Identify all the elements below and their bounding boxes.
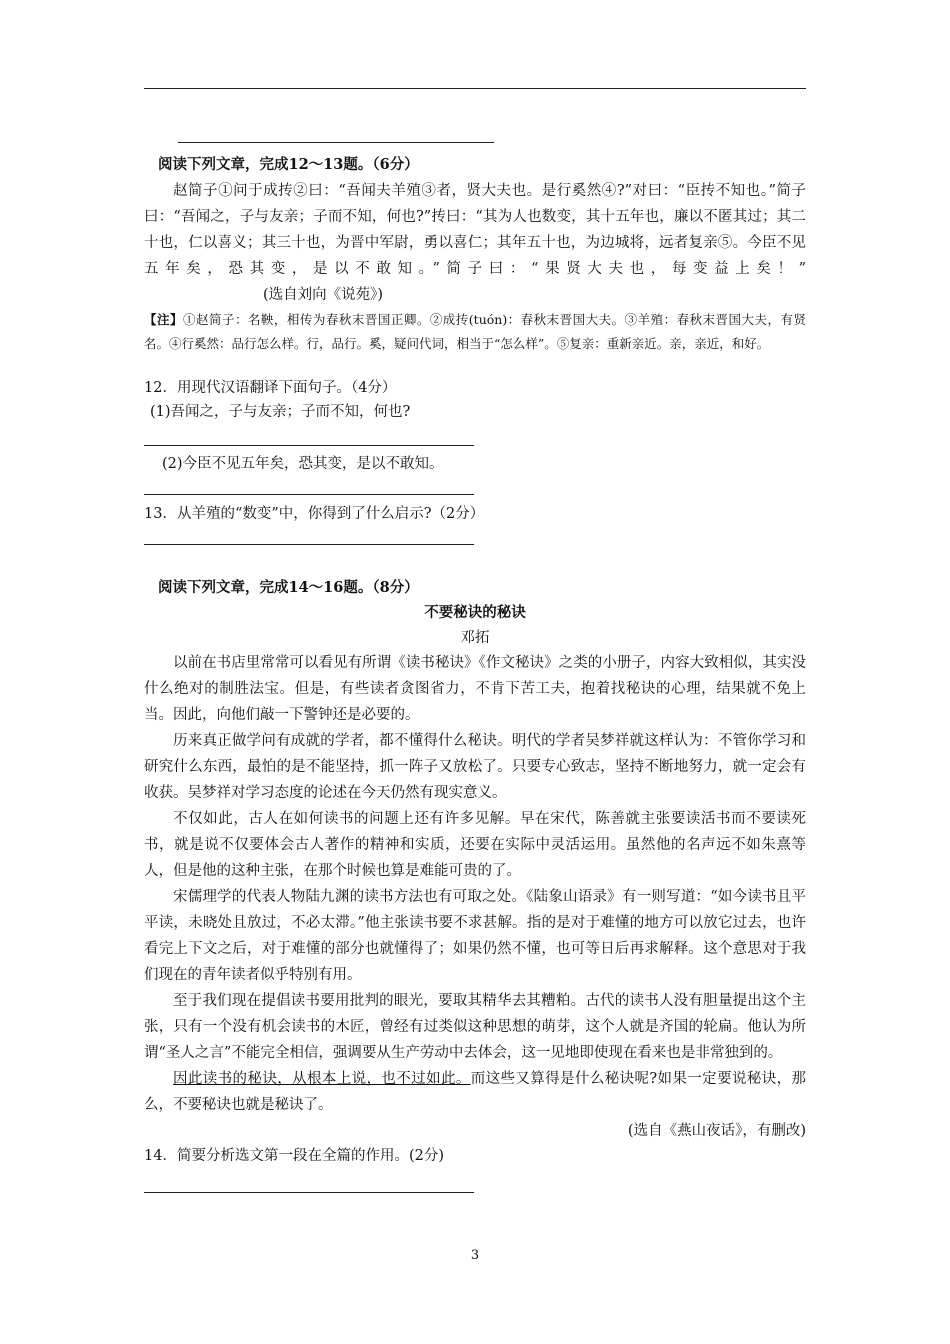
header-rule	[144, 88, 806, 89]
answer-line-13[interactable]	[144, 544, 474, 545]
question-12-item-2: (2)今臣不见五年矣，恐其变，是以不敢知。	[162, 456, 444, 472]
article-paragraph-3: 不仅如此，古人在如何读书的问题上还有许多见解。早在宋代，陈善就主张要读活书而不要读死书，就是说不仅要体会古人著作的精神和实质，还要在实际中灵活运用。虽然他的名声远不如朱熹等人，但是他的这种主张，在那个时候也算是难能可贵的了。	[144, 811, 806, 879]
answer-line	[178, 142, 494, 143]
question-12-prompt: 12．用现代汉语翻译下面句子。（4分）	[144, 380, 397, 396]
article-title: 不要秘诀的秘诀	[424, 604, 526, 621]
article-paragraph-4: 宋儒理学的代表人物陆九渊的读书方法也有可取之处。《陆象山语录》有一则写道：“如今读书且平平读，未晓处且放过，不必太滞。”他主张读书要不求甚解。指的是对于难懂的地方可以放它过去，也许看完上下文之后，对于难懂的部分也就懂得了；如果仍然不懂，也可等日后再求解释。这个意思对于我们现在的青年读者似乎特别有用。	[144, 889, 806, 983]
notes-text: ①赵简子：名鞅，相传为春秋末晋国正卿。②成抟(tuón)：春秋末晋国大夫。③羊殖：春秋末晋国大夫，有贤名。④行奚然：品行怎么样。行，品行。奚，疑问代词，相当于“怎么样”。⑤复亲：重新亲近。亲，亲近，和好。	[144, 312, 806, 351]
annotation-notes	[144, 308, 806, 356]
article-author: 邓拓	[460, 630, 490, 646]
notes-label: 【注】	[144, 312, 183, 327]
question-12-part-2	[144, 452, 806, 476]
answer-line-14[interactable]	[144, 1192, 474, 1193]
underlined-sentence: 因此读书的秘诀，从根本上说，也不过如此。	[173, 1071, 471, 1087]
classical-passage: 赵简子①问于成抟②曰：“吾闻夫羊殖③者，贤大夫也。是行奚然④?”对曰：“臣抟不知也。”简子曰：“吾闻之，子与友亲；子而不知，何也?”抟曰：“其为人也数变，其十五年也，廉以不匿其过；其二十也，仁以喜义；其三十也，为晋中军尉，勇以喜仁；其年五十也，为边城将，远者复亲⑤。今臣不见五年矣，恐其变，是以不敢知。”简子曰：“果贤大夫也，每变益上矣！”(选自刘向《说苑》)	[144, 178, 806, 308]
article-paragraph-1: 以前在书店里常常可以看见有所谓《读书秘诀》《作文秘诀》之类的小册子，内容大致相似，其实没什么绝对的制胜法宝。但是，有些读者贪图省力，不肯下苦工夫，抱着找秘诀的心理，结果就不免上当。因此，向他们敲一下警钟还是必要的。	[144, 655, 806, 723]
question-12	[144, 376, 806, 424]
section-2	[144, 576, 806, 1168]
section-2-heading: 阅读下列文章，完成14～16题。（8分）	[158, 579, 419, 596]
article-source: (选自《燕山夜话》，有删改)	[627, 1123, 806, 1139]
section-1-heading: 阅读下列文章，完成12～13题。（6分）	[158, 156, 419, 173]
section-1	[144, 152, 806, 356]
answer-line-12-1[interactable]	[144, 445, 474, 446]
article-paragraph-6: 因此读书的秘诀，从根本上说，也不过如此。而这些又算得是什么秘诀呢?如果一定要说秘诀，那么，不要秘诀也就是秘诀了。	[144, 1071, 807, 1113]
question-14-prompt: 14．简要分析选文第一段在全篇的作用。(2分)	[144, 1148, 444, 1164]
page-number: 3	[470, 1248, 480, 1263]
question-13-prompt: 13．从羊殖的“数变”中，你得到了什么启示?（2分）	[144, 506, 485, 522]
question-13	[144, 502, 806, 526]
passage-source: (选自刘向《说苑》)	[263, 287, 384, 303]
question-12-item-1: (1)吾闻之，子与友亲；子而不知，何也?	[150, 404, 411, 420]
article-paragraph-5: 至于我们现在提倡读书要用批判的眼光，要取其精华去其糟粕。古代的读书人没有胆量提出这个主张，只有一个没有机会读书的木匠，曾经有过类似这种思想的萌芽，这个人就是齐国的轮扁。他认为所谓“圣人之言”不能完全相信，强调要从生产劳动中去体会，这一见地即使现在看来也是非常独到的。	[144, 993, 806, 1061]
answer-line-12-2[interactable]	[144, 494, 474, 495]
article-paragraph-2: 历来真正做学问有成就的学者，都不懂得什么秘诀。明代的学者吴梦祥就这样认为：不管你学习和研究什么东西，最怕的是不能坚持，抓一阵子又放松了。只要专心致志，坚持不断地努力，就一定会有收获。吴梦祥对学习态度的论述在今天仍然有现实意义。	[144, 733, 806, 801]
